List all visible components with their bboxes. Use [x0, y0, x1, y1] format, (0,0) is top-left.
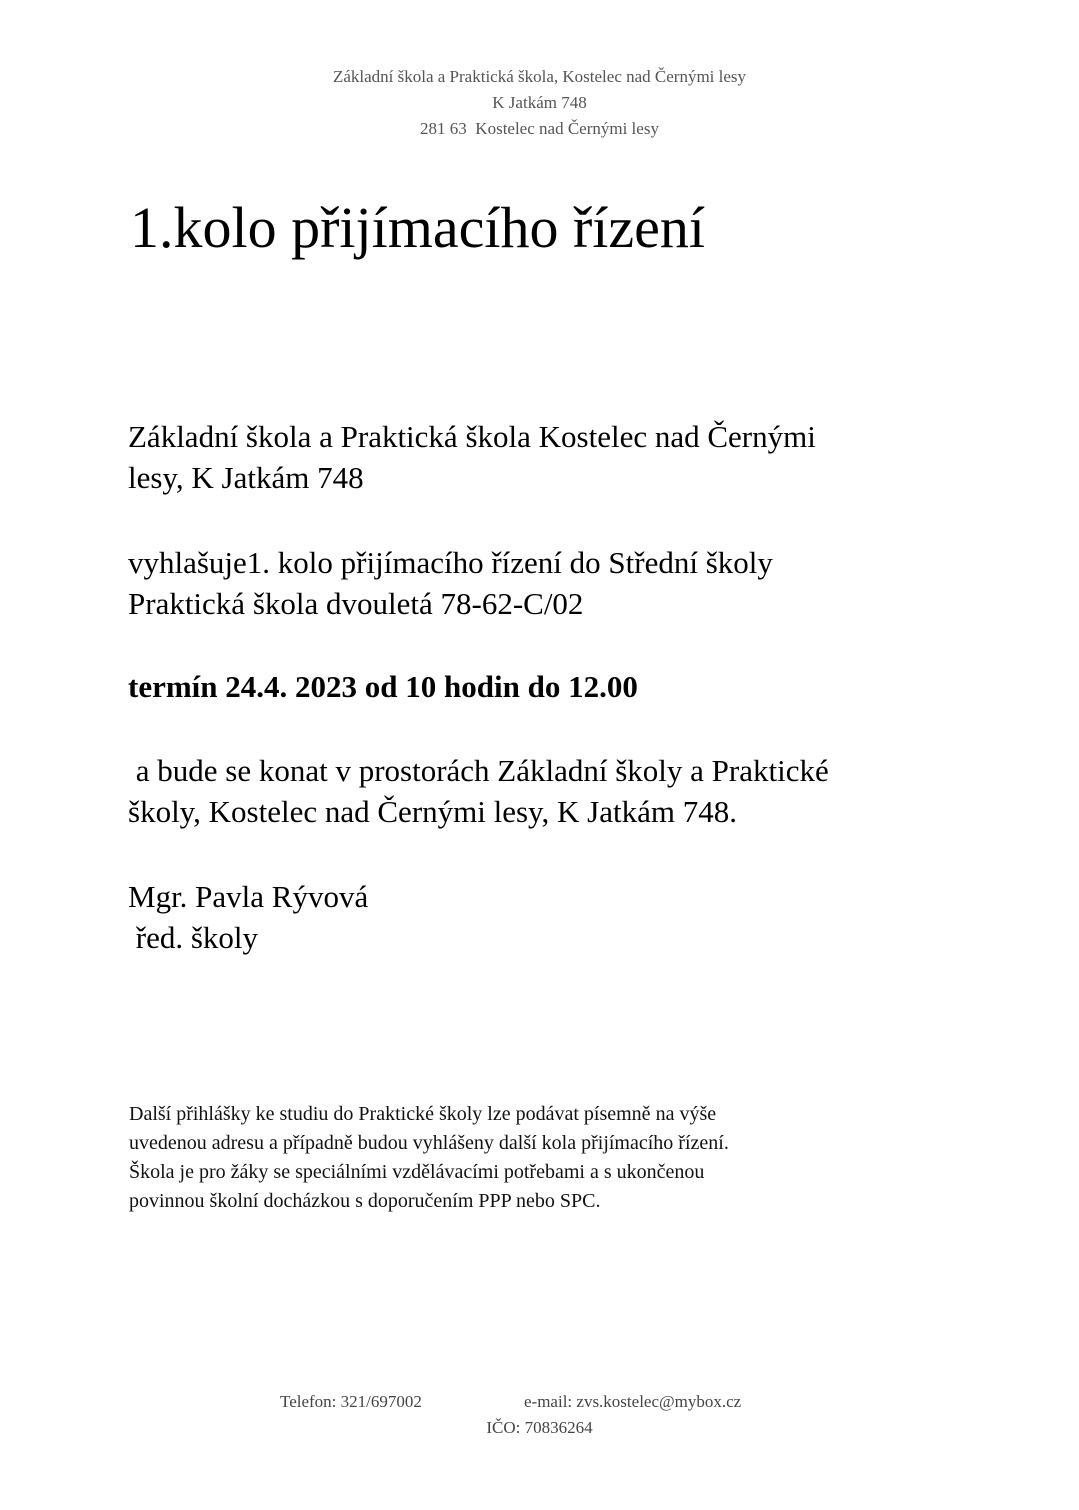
venue-paragraph [128, 750, 968, 832]
signature-block [128, 876, 968, 958]
note-line-1: Další přihlášky ke studiu do Praktické školy lze podávat písemně na výše [129, 1103, 717, 1125]
letterhead-street: K Jatkám 748 [492, 93, 587, 112]
announcement-line-1: vyhlašuje1. kolo přijímacího řízení do Střední školy [128, 545, 773, 580]
term-text: termín 24.4. 2023 od 10 hodin do 12.00 [128, 669, 638, 704]
note-line-3: Škola je pro žáky se speciálními vzdělávacími potřebami a s ukončenou [129, 1161, 705, 1183]
footer-phone: Telefon: 321/697002 [280, 1392, 422, 1411]
letterhead-city: 281 63 Kostelec nad Černými lesy [420, 119, 659, 138]
announcement-paragraph [128, 542, 968, 624]
page-title: 1.kolo přijímacího řízení [130, 195, 706, 260]
school-line-1: Základní škola a Praktická škola Kostelec nad Černými [128, 419, 816, 454]
footer-ico: IČO: 70836264 [486, 1418, 593, 1437]
note-line-4: povinnou školní docházkou s doporučením PPP nebo SPC. [129, 1190, 601, 1212]
note-line-2: uvedenou adresu a případně budou vyhlášeny další kola přijímacího řízení. [129, 1132, 729, 1154]
additional-info-note [129, 1100, 949, 1216]
letterhead-school-name: Základní škola a Praktická škola, Kostelec nad Černými lesy [332, 67, 747, 86]
letterhead [0, 64, 1079, 142]
footer-contact-row [0, 1390, 1079, 1414]
signature-name: Mgr. Pavla Rývová [128, 879, 369, 914]
school-line-2: lesy, K Jatkám 748 [128, 460, 364, 495]
announcement-line-2: Praktická škola dvouletá 78-62-C/02 [128, 586, 584, 621]
footer [0, 1390, 1079, 1440]
venue-line-1: a bude se konat v prostorách Základní školy a Praktické [128, 753, 829, 788]
signature-role: řed. školy [128, 920, 259, 955]
venue-line-2: školy, Kostelec nad Černými lesy, K Jatkám 748. [128, 794, 737, 829]
footer-email: e-mail: zvs.kostelec@mybox.cz [524, 1392, 742, 1411]
term-paragraph [128, 666, 968, 707]
school-paragraph [128, 416, 968, 498]
